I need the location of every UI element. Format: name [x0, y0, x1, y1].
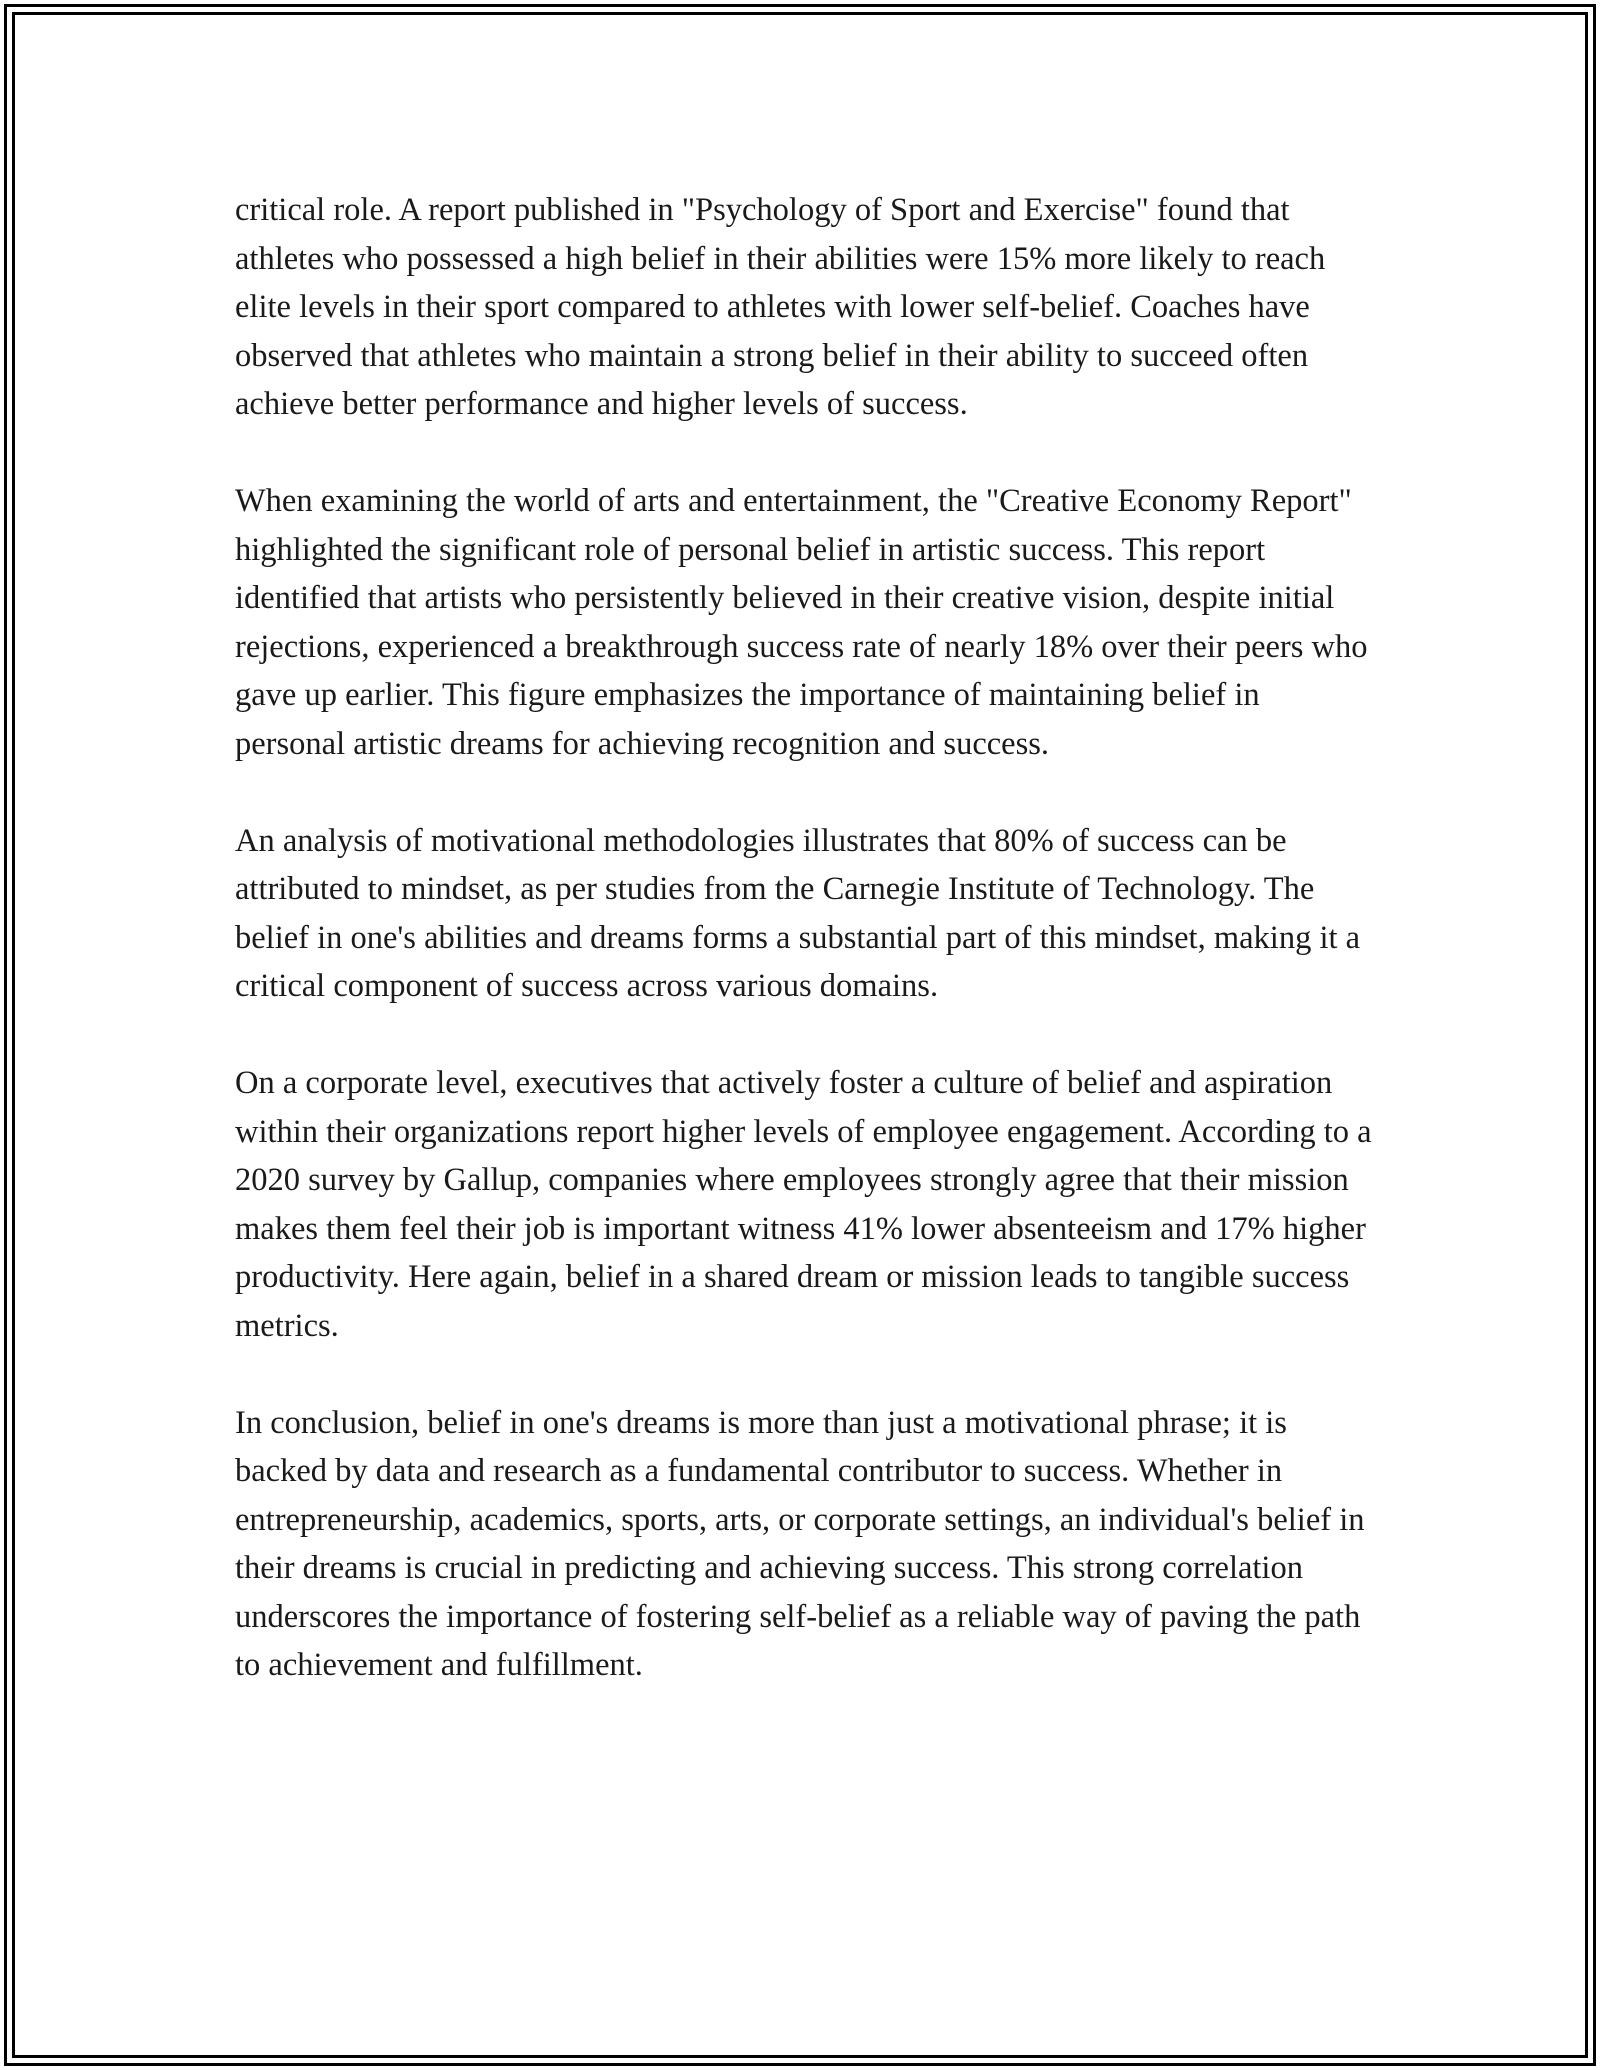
paragraph-sports: critical role. A report published in "Psychology of Sport and Exercise" found that athletes who possessed a high belief in their abilities were 15% more likely to reach elite levels in their sport compared to athletes with lower self-belief. Coaches have observed that athletes who maintain a strong belief in their ability to succeed often achieve better performance and higher levels of success.: [235, 192, 1326, 422]
paragraph-arts: When examining the world of arts and entertainment, the "Creative Economy Report" highlighted the significant role of personal belief in artistic success. This report identified that artists who persistently believed in their creative vision, despite initial rejections, experienced a breakthrough success rate of nearly 18% over their peers who gave up earlier. This figure emphasizes the importance of maintaining belief in personal artistic dreams for achieving recognition and success.: [235, 483, 1368, 762]
paragraph-conclusion: In conclusion, belief in one's dreams is more than just a motivational phrase; it is backed by data and research as a fundamental contributor to success. Whether in entrepreneurship, academics, sports, arts, or corporate settings, an individual's belief in their dreams is crucial in predicting and achieving success. This strong correlation underscores the importance of fostering self-belief as a reliable way of paving the path to achievement and fulfillment.: [235, 1404, 1365, 1683]
paragraph-corporate: On a corporate level, executives that actively foster a culture of belief and aspiration within their organizations report higher levels of employee engagement. According to a 2020 survey by Gallup, companies where employees strongly agree that their mission makes them feel their job is important witness 41% lower absenteeism and 17% higher productivity. Here again, belief in a shared dream or mission leads to tangible success metrics.: [235, 1065, 1372, 1344]
document-body: [235, 186, 1375, 1690]
paragraph-mindset: An analysis of motivational methodologies illustrates that 80% of success can be attributed to mindset, as per studies from the Carnegie Institute of Technology. The belief in one's abilities and dreams forms a substantial part of this mindset, making it a critical component of success across various domains.: [235, 822, 1361, 1004]
